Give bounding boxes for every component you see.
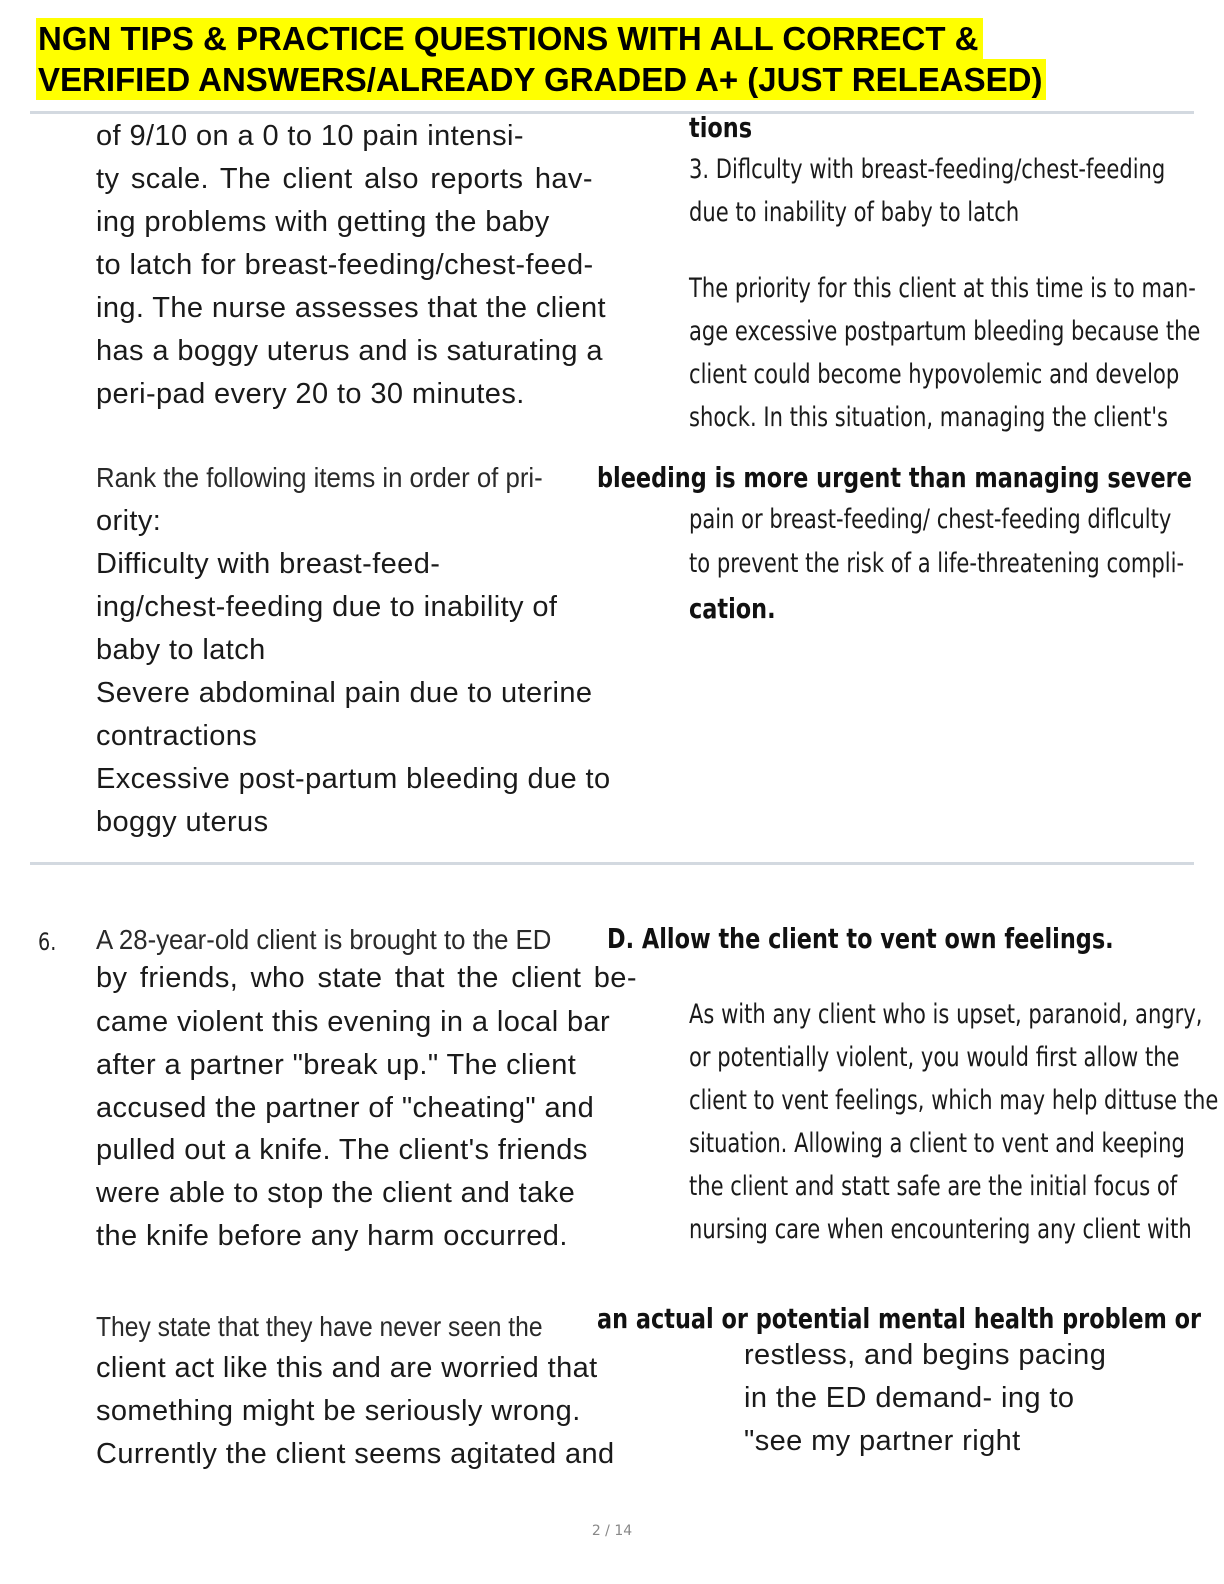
q6-stem-line: pulled out a knife. The client's friends — [96, 1134, 588, 1166]
q5-stem-line: ing problems with getting the baby — [96, 206, 550, 238]
q5-rationale-bold-line: bleeding is more urgent than managing severe — [597, 461, 1192, 494]
divider-top — [30, 111, 1194, 114]
q6-rationale-line: situation. Allowing a client to vent and keeping — [689, 1128, 1185, 1159]
q6-stem2-line: client act like this and are worried that — [96, 1352, 598, 1384]
title-line-2: VERIFIED ANSWERS/ALREADY GRADED A+ (JUST RELEASED) — [36, 59, 1046, 100]
q6-rationale-line: or potentially violent, you would first allow the — [689, 1042, 1180, 1073]
q5-option-line: boggy uterus — [96, 806, 269, 838]
q6-stem-line: accused the partner of "cheating" and — [96, 1092, 595, 1124]
q5-option-line: Excessive post-partum bleeding due to — [96, 763, 611, 795]
q6-overflow-line: restless, and begins pacing — [744, 1339, 1107, 1371]
q5-stem-line: ty scale. The client also reports hav- — [96, 163, 593, 195]
q5-option-line: contractions — [96, 720, 258, 752]
q5-prompt-line: Rank the following items in order of pri- — [96, 462, 543, 493]
q5-answer-line: due to inability of baby to latch — [689, 197, 1020, 228]
q6-answer: D. Allow the client to vent own feelings. — [607, 922, 1114, 955]
q5-rationale-line: cation. — [689, 592, 776, 625]
q6-stem-first-line: A 28-year-old client is brought to the ED — [96, 924, 552, 955]
q6-number: 6. — [38, 928, 57, 956]
q5-answer-line: 3. Diflculty with breast-feeding/chest-feeding — [689, 154, 1166, 185]
q5-option-line: baby to latch — [96, 634, 266, 666]
q5-stem-line: has a boggy uterus and is saturating a — [96, 335, 603, 367]
q6-stem-line: by friends, who state that the client be- — [96, 962, 637, 994]
page-number: 2 / 14 — [591, 1523, 633, 1539]
q6-stem-line: the knife before any harm occurred. — [96, 1220, 568, 1252]
q6-rationale-line: client to vent feelings, which may help dittuse the — [689, 1085, 1219, 1116]
q5-prompt-line: ority: — [96, 505, 162, 537]
divider-middle — [30, 862, 1194, 865]
q5-rationale-line: The priority for this client at this time is to man- — [689, 273, 1196, 304]
q5-answer-line: tions — [689, 111, 753, 144]
title-line-1: NGN TIPS & PRACTICE QUESTIONS WITH ALL CORRECT & — [36, 18, 983, 59]
q6-stem2-first-line: They state that they have never seen the — [96, 1311, 543, 1342]
q5-rationale-line: age excessive postpartum bleeding because the — [689, 316, 1201, 347]
q5-stem-line: peri-pad every 20 to 30 minutes. — [96, 378, 525, 410]
q6-rationale-line: the client and statt safe are the initial focus of — [689, 1171, 1178, 1202]
q5-stem-line: of 9/10 on a 0 to 10 pain intensi- — [96, 120, 524, 152]
q6-overflow-line: "see my partner right — [744, 1425, 1021, 1457]
q5-option-line: ing/chest-feeding due to inability of — [96, 591, 558, 623]
q6-rationale-line: As with any client who is upset, paranoid, angry, — [689, 999, 1203, 1030]
document-title — [36, 18, 1046, 100]
q5-rationale-line: shock. In this situation, managing the client's — [689, 402, 1168, 433]
q5-rationale-line: pain or breast-feeding/ chest-feeding diflculty — [689, 504, 1172, 535]
q6-rationale-line: nursing care when encountering any client with — [689, 1214, 1192, 1245]
q6-overflow-line: in the ED demand- ing to — [744, 1382, 1075, 1414]
q6-stem2-line: something might be seriously wrong. — [96, 1395, 581, 1427]
q6-stem-line: were able to stop the client and take — [96, 1177, 576, 1209]
q5-rationale-line: client could become hypovolemic and develop — [689, 359, 1180, 390]
q6-rationale-bold-line: an actual or potential mental health problem or — [597, 1302, 1202, 1335]
q6-stem-line: came violent this evening in a local bar — [96, 1006, 611, 1038]
q5-stem-line: to latch for breast-feeding/chest-feed- — [96, 249, 594, 281]
q6-stem-line: after a partner "break up." The client — [96, 1049, 577, 1081]
q5-option-line: Severe abdominal pain due to uterine — [96, 677, 593, 709]
q5-stem-line: ing. The nurse assesses that the client — [96, 292, 606, 324]
q5-rationale-line: to prevent the risk of a life-threatening compli- — [689, 548, 1185, 579]
q6-stem2-line: Currently the client seems agitated and — [96, 1438, 615, 1470]
q5-option-line: Difficulty with breast-feed- — [96, 548, 441, 580]
